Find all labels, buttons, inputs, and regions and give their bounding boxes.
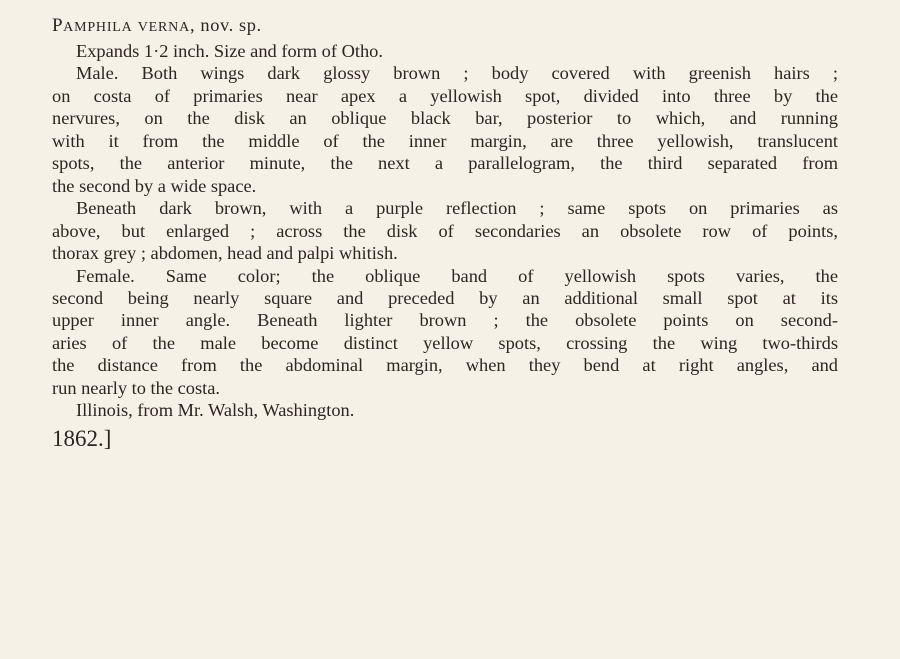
species-heading bbox=[52, 13, 860, 40]
male-line: with it from the middle of the inner margin, are three yellowish, translucent bbox=[52, 130, 838, 151]
male-line: spots, the anterior minute, the next a parallelogram, the third separated from bbox=[52, 153, 838, 174]
male-line: on costa of primaries near apex a yellowish spot, divided into three by the bbox=[52, 85, 838, 106]
species-name: VERNA bbox=[137, 20, 190, 35]
page-folio: 1862.] bbox=[52, 425, 112, 451]
heading-suffix: , nov. sp. bbox=[190, 15, 262, 35]
female-line: the distance from the abdominal margin, when they bend at right angles, and bbox=[52, 355, 838, 376]
beneath-line: above, but enlarged ; across the disk of secondaries an obsolete row of points, bbox=[52, 220, 838, 241]
genus-initial: P bbox=[52, 15, 64, 36]
female-line: aries of the male become distinct yellow spots, crossing the wing two-thirds bbox=[52, 332, 838, 353]
male-line: the second by a wide space. bbox=[52, 175, 257, 196]
female-line: upper inner angle. Beneath lighter brown ; the obsolete points on second- bbox=[52, 310, 838, 331]
male-line: Male. Both wings dark glossy brown ; body covered with greenish hairs ; bbox=[76, 63, 838, 84]
female-line: second being nearly square and preceded by an additional small spot at its bbox=[52, 287, 838, 308]
female-line: Female. Same color; the oblique band of yellowish spots varies, the bbox=[76, 265, 838, 286]
beneath-line: thorax grey ; abdomen, head and palpi whitish. bbox=[52, 243, 398, 264]
female-line: run nearly to the costa. bbox=[52, 377, 221, 398]
male-line: nervures, on the disk an oblique black bar, posterior to which, and running bbox=[52, 108, 838, 129]
expands-line: Expands 1·2 inch. Size and form of Otho. bbox=[76, 41, 383, 61]
locality-line: Illinois, from Mr. Walsh, Washington. bbox=[76, 400, 355, 421]
genus-name: AMPHILA bbox=[63, 20, 133, 35]
beneath-line: Beneath dark brown, with a purple reflection ; same spots on primaries as bbox=[76, 198, 838, 219]
